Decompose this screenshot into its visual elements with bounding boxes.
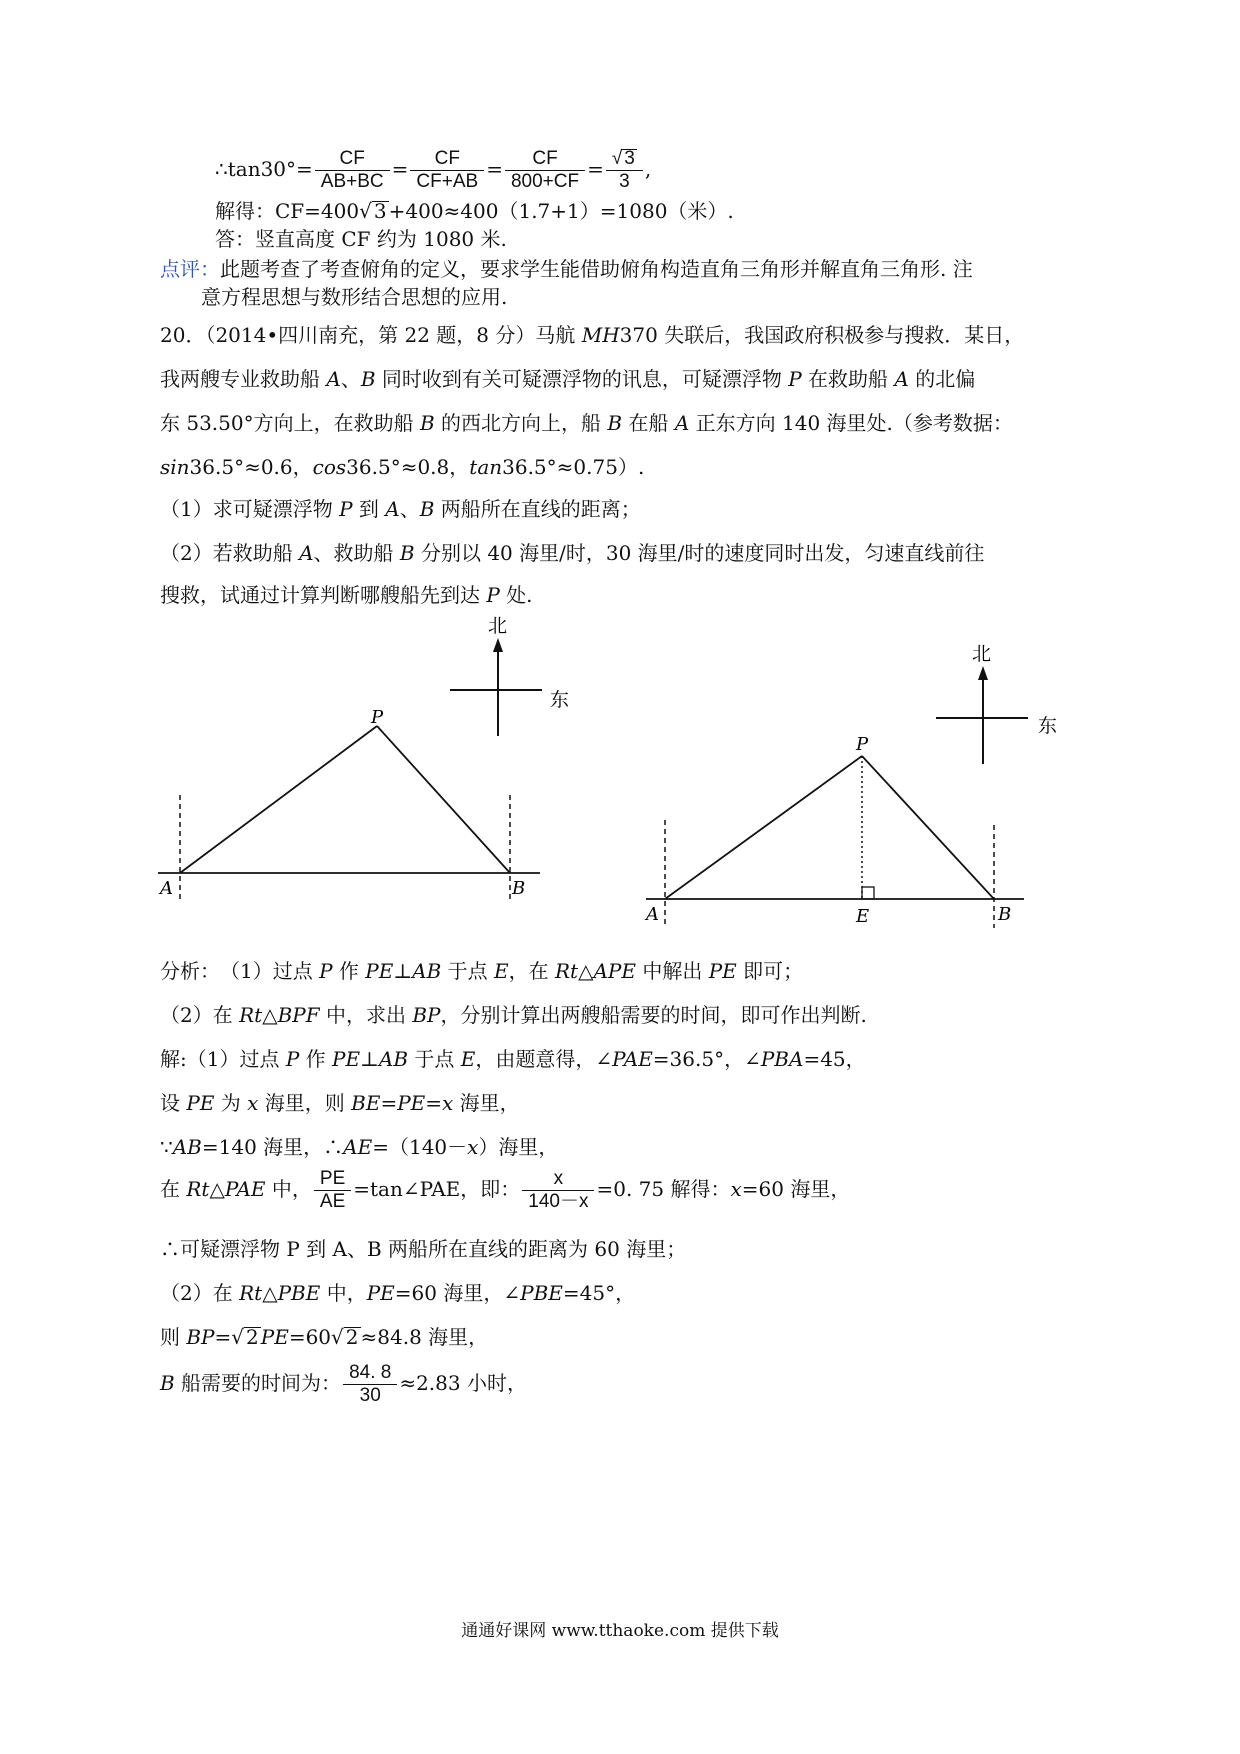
problem-line-3: 东 53.50°方向上，在救助船 B 的西北方向上，船 B 在船 A 正东方向 140 海里处.（参考数据： — [160, 411, 1013, 435]
north-label: 北 — [972, 643, 992, 665]
solution-line-4: 在 Rt△PAE 中， $\frac{PE}{AE}$ =tan∠PAE，即： $\frac{x}{140-x}$ =0. 75 解得：x=60 海里， — [160, 1168, 851, 1212]
comment-line-2: 意方程思想与数形结合思想的应用. — [201, 285, 508, 309]
solution-line-2: 设 PE 为 x 海里，则 BE=PE=x 海里， — [160, 1091, 520, 1115]
label-B: B — [998, 904, 1012, 925]
label-E: E — [856, 906, 870, 927]
question-2: （2）若救助船 A、救助船 B 分别以 40 海里/时，30 海里/时的速度同时出发，匀速直线前往 — [160, 541, 985, 565]
solution-line-6: （2）在 Rt△PBE 中，PE=60 海里，∠PBE=45°， — [160, 1281, 636, 1305]
label-A: A — [646, 904, 659, 925]
label-B: B — [512, 878, 526, 899]
fraction-2: $\frac{CF}{CF+AB}$ — [410, 148, 484, 193]
solution-line-3: ∵AB=140 海里，∴AE=（140－x）海里， — [160, 1135, 559, 1159]
problem-line-4: sin36.5°≈0.6，cos36.5°≈0.8，tan36.5°≈0.75）. — [160, 455, 645, 479]
east-label: 东 — [1038, 715, 1058, 737]
question-1: （1）求可疑漂浮物 P 到 A、B 两船所在直线的距离； — [160, 497, 641, 521]
solution-line-1: 解:（1）过点 P 作 PE⊥AB 于点 E，由题意得，∠PAE=36.5°，∠PBA=45， — [160, 1047, 866, 1071]
fraction-1: $\frac{CF}{AB+BC}$ — [315, 148, 390, 193]
analysis-line-2: （2）在 Rt△BPF 中，求出 BP，分别计算出两艘船需要的时间，即可作出判断. — [160, 1003, 867, 1027]
comment-line-1: 点评：此题考查了考查俯角的定义，要求学生能借助俯角构造直角三角形并解直角三角形. 注 — [160, 257, 973, 281]
problem-line-2: 我两艘专业救助船 A、B 同时收到有关可疑漂浮物的讯息，可疑漂浮物 P 在救助船 A 的北偏 — [160, 367, 976, 391]
question-2-continued: 搜救，试通过计算判断哪艘船先到达 P 处. — [160, 583, 533, 607]
solve-line: 解得：CF=400√ 3 +400≈400（1.7+1）=1080（米）. — [215, 199, 734, 223]
answer-line: 答：竖直高度 CF 约为 1080 米. — [215, 227, 507, 251]
label-P: P — [856, 734, 869, 755]
problem-line-1: 20．（2014•四川南充，第 22 题，8 分）马航 MH370 失联后，我国政府积极参与搜救．某日， — [160, 323, 1025, 347]
figure-right — [640, 640, 1080, 940]
figure-left — [150, 610, 620, 910]
tan-formula: ∴tan30°= $\frac{CF}{AB+BC}$ = $\frac{CF}{CF+AB}$ = $\frac{CF}{800+CF}$ = $\frac{√ 3}{3}$ , — [215, 148, 652, 192]
label-A: A — [160, 878, 173, 899]
solution-line-8: B 船需要的时间为： $\frac{84. 8}{30}$ ≈2.83 小时， — [160, 1362, 527, 1406]
fraction-4: $\frac{√ 3}{3}$ — [606, 148, 643, 193]
fraction-time-b: $\frac{84. 8}{30}$ — [343, 1362, 397, 1407]
solution-line-7: 则 BP=√ 2 PE=60√ 2 ≈84.8 海里， — [160, 1325, 489, 1349]
analysis-line-1: 分析： （1）过点 P 作 PE⊥AB 于点 E，在 Rt△APE 中解出 PE 即可； — [160, 959, 804, 983]
north-label: 北 — [488, 615, 508, 637]
fraction-x: $\frac{x}{140-x}$ — [522, 1168, 594, 1213]
comment-label: 点评： — [160, 257, 220, 281]
fraction-3: $\frac{CF}{800+CF}$ — [505, 148, 585, 193]
footer: 通通好课网 www.tthaoke.com 提供下载 — [461, 1621, 779, 1641]
east-label: 东 — [550, 689, 570, 711]
fraction-pe-ae: $\frac{PE}{AE}$ — [314, 1168, 351, 1213]
label-P: P — [371, 707, 384, 728]
solution-line-5: ∴可疑漂浮物 P 到 A、B 两船所在直线的距离为 60 海里； — [160, 1237, 687, 1261]
